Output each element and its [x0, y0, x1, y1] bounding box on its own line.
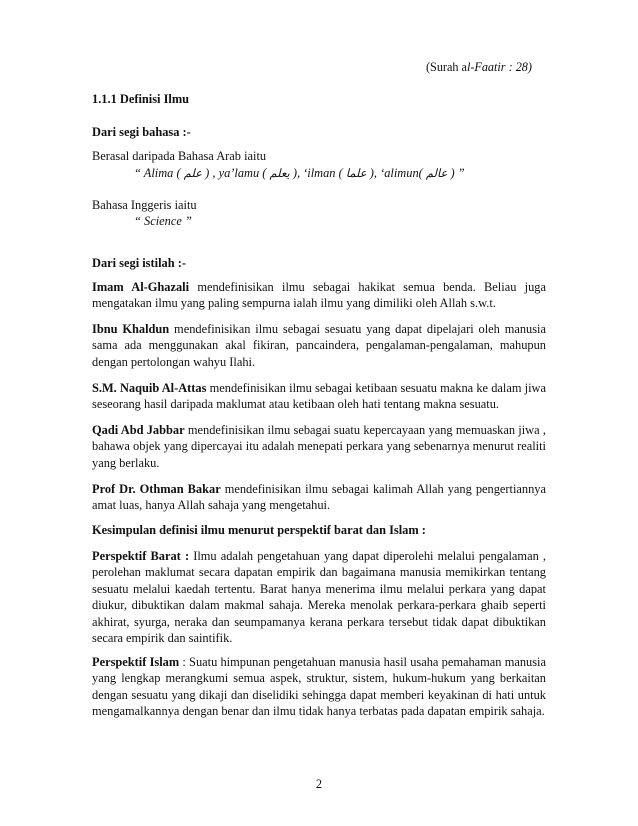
perspective-text: Ilmu adalah pengetahuan yang dapat diperolehi melalui pengalaman , perolehan maklumat secara dapatan empirik dan bagaimana manusia memikirkan tentang sesuatu melalui kaedah tertentu. Barat hanya menerima ilmu melalui perkara yang dapat diukur, dibuktikan dalam makmal sahaja. Mereka menolak perkara-perkara ghaib seperti akhirat, syurga, neraka dan seumpamanya kerana perkara tersebut tidak dapat dibuktikan secara empirik dan saintifik. — [92, 549, 547, 646]
citation-title: l-Faatir : 28) — [466, 60, 532, 74]
definition-attas — [92, 380, 546, 413]
definition-text: mendefinisikan ilmu sebagai sesuatu yang dapat dipelajari oleh manusia sama ada menggunakan akal fikiran, pancaindera, pengalaman-pengalaman, mahupun dengan pertolongan wahyu Ilahi. — [92, 322, 546, 369]
term-yalamu: ya’lamu — [218, 166, 260, 180]
terms-open-quote: “ — [134, 166, 141, 180]
surah-citation — [426, 59, 566, 75]
section-heading: 1.1.1 Definisi Ilmu — [92, 92, 190, 106]
scholar-name: Ibnu Khaldun — [92, 322, 170, 336]
scholar-name: Prof Dr. Othman Bakar — [92, 482, 221, 496]
arabic-alima: علم — [183, 166, 203, 180]
citation-prefix: (Surah a — [426, 60, 467, 74]
term-alima: Alima — [143, 166, 174, 180]
english-intro: Bahasa Inggeris iaitu — [92, 198, 197, 212]
definition-text: mendefinisikan ilmu sebagai hakikat semua benda. Beliau juga mengatakan ilmu yang paling sempurna ialah ilmu yang dimiliki oleh Allah s.w.t. — [92, 280, 546, 311]
bahasa-heading: Dari segi bahasa :- — [92, 125, 191, 139]
term-alimun: ‘alimun — [380, 166, 419, 180]
scholar-name: S.M. Naquib Al-Attas — [92, 381, 207, 395]
definition-bakar — [92, 481, 546, 514]
perspektif-barat — [92, 548, 546, 646]
perspective-label: Perspektif Barat : — [92, 549, 190, 563]
definition-ghazali — [92, 279, 546, 312]
term-ilman: ‘ilman — [303, 166, 336, 180]
definition-text: mendefinisikan ilmu sebagai suatu kepercayaan yang memuaskan jiwa , bahawa objek yang dipercayai itu adalah menepati perkara yang sebenarnya menurut realiti yang berlaku. — [92, 423, 546, 470]
perspektif-islam — [92, 654, 546, 720]
definition-jabbar — [92, 422, 546, 471]
arabic-yalamu: يعلم — [269, 166, 290, 180]
arabic-alimun: عالم — [425, 166, 448, 180]
definition-text: mendefinisikan ilmu sebagai kalimah Allah yang pengertiannya amat luas, hanya Allah sahaja yang mengetahui. — [92, 482, 547, 513]
scholar-name: Imam Al-Ghazali — [92, 280, 190, 294]
english-term: Science — [144, 214, 182, 228]
definition-text: mendefinisikan ilmu sebagai ketibaan sesuatu makna ke dalam jiwa seseorang hasil daripada maklumat atau ketibaan oleh hati tentang makna sesuatu. — [92, 381, 546, 412]
arabic-ilman: علما — [345, 166, 367, 180]
definition-khaldun — [92, 321, 546, 370]
terms-close-quote: ” — [457, 166, 465, 180]
english-term-line — [92, 213, 588, 229]
perspective-label: Perspektif Islam — [92, 655, 180, 669]
page-number: 2 — [315, 777, 323, 791]
english-open-quote: “ — [134, 214, 144, 228]
kesimpulan-heading: Kesimpulan definisi ilmu menurut perspektif barat dan Islam : — [92, 523, 426, 537]
perspective-text: : Suatu himpunan pengetahuan manusia hasil usaha pemahaman manusia yang lengkap merangkumi semua aspek, struktur, sistem, hukum-hukum yang berkaitan dengan sesuatu yang dikaji dan diselidiki sehingga dapat memberi keyakinan di hati untuk mengamalkannya dengan benar dan ilmu tidak hanya terbatas pada dapatan empirik sahaja. — [92, 655, 546, 719]
english-close-quote: ” — [181, 214, 192, 228]
arabic-terms-line: “ Alima ( علم ) , ya’lamu ( يعلم ), ‘ilman ( علما ), ‘alimun( عالم ) ” — [134, 166, 465, 180]
istilah-heading: Dari segi istilah :- — [92, 256, 186, 270]
scholar-name: Qadi Abd Jabbar — [92, 423, 185, 437]
bahasa-intro: Berasal daripada Bahasa Arab iaitu — [92, 149, 267, 163]
